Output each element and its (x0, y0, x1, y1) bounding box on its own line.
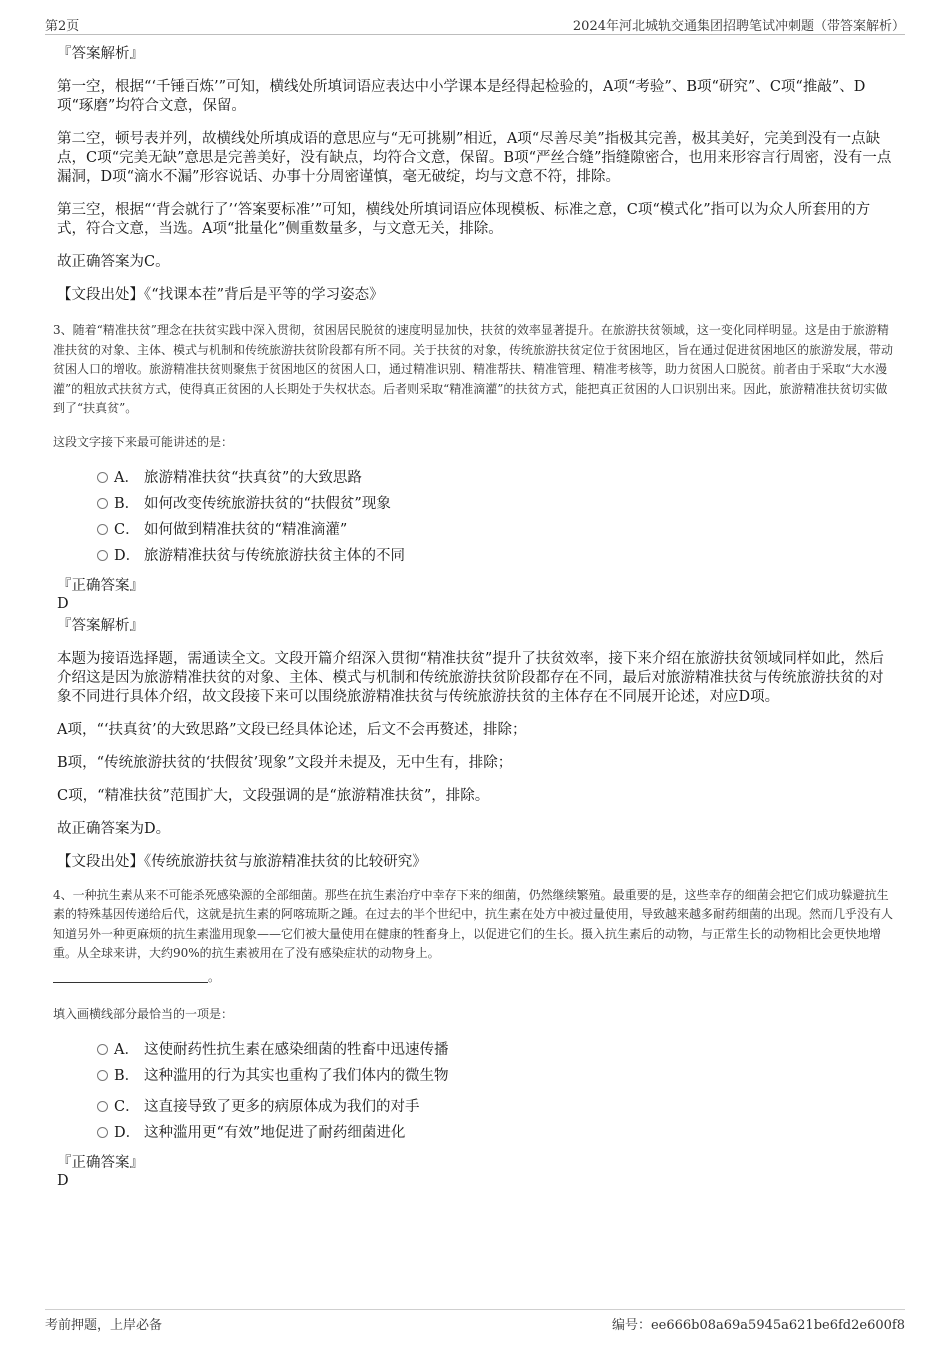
option-letter: A． (114, 469, 139, 486)
q2-analysis-paragraph: 第一空，根据“‘千锤百炼’”可知，横线处所填词语应表达中小学课本是经得起检验的，A项“考验”、B项“研究”、C项“推敲”、D项“琢磨”均符合文意，保留。 (57, 79, 866, 114)
fill-blank (53, 970, 208, 983)
radio-icon[interactable] (97, 1127, 108, 1138)
q3-stem: 3、随着“精准扶贫”理念在扶贫实践中深入贯彻，贫困居民脱贫的速度明显加快，扶贫的效率显著提升。在旅游扶贫领域，这一变化同样明显。这是由于旅游精准扶贫的对象、主体、模式与机制和传统旅游扶贫阶段都有所不同。关于扶贫的对象，传统旅游扶贫定位于贫困地区，旨在通过促进贫困地区的旅游发展，带动贫困人口的增收。旅游精准扶贫则聚焦于贫困地区的贫困人口，通过精准识别、精准帮扶、精准管理、精准考核等，助力贫困人口脱贫。前者由于采取“大水漫灌”的粗放式扶贫方式，使得真正贫困的人长期处于失权状态。后者则采取“精准滴灌”的扶贫方式，能把真正贫困的人口识别出来。因此，旅游精准扶贫切实做到了“扶真贫”。 (53, 323, 894, 415)
option-letter: C． (114, 521, 140, 538)
q3-analysis-paragraph: B项，“传统旅游扶贫的‘扶假贫’现象”文段并未提及，无中生有，排除； (57, 754, 513, 771)
q3-analysis-paragraph: A项，“‘扶真贫’的大致思路”文段已经具体论述，后文不会再赘述，排除； (57, 721, 527, 738)
blank-tail: 。 (208, 969, 221, 984)
q3-options (55, 466, 897, 570)
q4-options (55, 1038, 897, 1147)
q4-option-a[interactable] (97, 1038, 897, 1064)
q4-blank-line (53, 968, 897, 988)
q4-option-d[interactable] (97, 1121, 897, 1147)
q2-source: 【文段出处】《“找课本茬”背后是平等的学习姿态》 (57, 287, 384, 303)
option-text: 这种滥用更“有效”地促进了耐药细菌进化 (144, 1125, 406, 1141)
option-text: 旅游精准扶贫与传统旅游扶贫主体的不同 (144, 547, 405, 564)
q2-analysis-label: 『答案解析』 (57, 46, 144, 62)
footer-slogan: 考前押题，上岸必备 (45, 1318, 163, 1333)
q2-answer-summary: 故正确答案为C。 (57, 254, 170, 270)
q4-answer-label: 『正确答案』 (57, 1155, 144, 1171)
q4-prompt: 填入画横线部分最恰当的一项是： (53, 1007, 234, 1021)
radio-icon[interactable] (97, 1070, 108, 1081)
q3-analysis-label: 『答案解析』 (57, 617, 144, 634)
q3-answer-label: 『正确答案』 (57, 577, 144, 594)
q3-option-c[interactable] (97, 518, 897, 544)
option-letter: B． (114, 1068, 140, 1084)
option-letter: A． (114, 1042, 139, 1058)
option-text: 如何做到精准扶贫的“精准滴灌” (144, 521, 348, 538)
q4-option-c[interactable] (97, 1095, 897, 1121)
q2-analysis-paragraph: 第二空，顿号表并列，故横线处所填成语的意思应与“无可挑剔”相近，A项“尽善尽美”指极其完善，极其美好，完美到没有一点缺点，C项“完美无缺”意思是完善美好，没有缺点，均符合文意，保留。B项“严丝合缝”指缝隙密合，也用来形容言行周密，没有一点漏洞，D项“滴水不漏”形容说话、办事十分周密谨慎，毫无破绽，均与文意不符，排除。 (57, 131, 892, 185)
page-header (45, 12, 905, 35)
q3-analysis-paragraph: 本题为接语选择题，需通读全文。文段开篇介绍深入贯彻“精准扶贫”提升了扶贫效率，接下来介绍在旅游扶贫领域同样如此，然后介绍这是因为旅游精准扶贫的对象、主体、模式与机制和传统旅游扶贫阶段都存在不同，最后对旅游精准扶贫与传统旅游扶贫的对象不同进行具体介绍，故文段接下来可以围绕旅游精准扶贫与传统旅游扶贫的主体存在不同展开论述，对应D项。 (57, 650, 884, 705)
q4-answer-value: D (57, 1173, 69, 1189)
q3-source: 【文段出处】《传统旅游扶贫与旅游精准扶贫的比较研究》 (57, 853, 427, 870)
q3-prompt: 这段文字接下来最可能讲述的是： (53, 434, 234, 449)
option-letter: D． (114, 547, 141, 564)
radio-icon[interactable] (97, 472, 108, 483)
q3-answer-value: D (57, 595, 69, 612)
page-number: 第2页 (45, 19, 80, 34)
option-text: 这种滥用的行为其实也重构了我们体内的微生物 (144, 1068, 449, 1084)
page-content (55, 44, 897, 1193)
page-footer (45, 1309, 905, 1336)
q3-answer-summary: 故正确答案为D。 (57, 820, 171, 837)
radio-icon[interactable] (97, 498, 108, 509)
option-letter: C． (114, 1099, 140, 1115)
q4-stem: 4、一种抗生素从来不可能杀死感染源的全部细菌。那些在抗生素治疗中幸存下来的细菌，仍然继续繁殖。最重要的是，这些幸存的细菌会把它们成功躲避抗生素的特殊基因传递给后代，这就是抗生素的阿喀琉斯之踵。在过去的半个世纪中，抗生素在处方中被过量使用，导致越来越多耐药细菌的出现。然而几乎没有人知道另外一种更麻烦的抗生素滥用现象——它们被大量使用在健康的牲畜身上，以促进它们的生长。摄入抗生素后的动物，与正常生长的动物相比会更快地增重。从全球来讲，大约90%的抗生素被用在了没有感染症状的动物身上。 (53, 887, 894, 960)
document-title: 2024年河北城轨交通集团招聘笔试冲刺题（带答案解析） (572, 19, 905, 34)
radio-icon[interactable] (97, 524, 108, 535)
option-letter: D． (114, 1125, 141, 1141)
radio-icon[interactable] (97, 1044, 108, 1055)
option-text: 旅游精准扶贫“扶真贫”的大致思路 (144, 469, 362, 486)
q2-analysis-paragraph: 第三空，根据“‘背会就行了’‘答案要标准’”可知，横线处所填词语应体现模板、标准之意，C项“模式化”指可以为众人所套用的方式，符合文意，当选。A项“批量化”侧重数量多，与文意无关，排除。 (57, 202, 871, 237)
option-text: 如何改变传统旅游扶贫的“扶假贫”现象 (144, 495, 391, 512)
option-letter: B． (114, 495, 140, 512)
document-id: 编号：ee666b08a69a5945a621be6fd2e600f8 (611, 1318, 905, 1333)
radio-icon[interactable] (97, 550, 108, 561)
radio-icon[interactable] (97, 1101, 108, 1112)
q3-option-b[interactable] (97, 492, 897, 518)
option-text: 这使耐药性抗生素在感染细菌的牲畜中迅速传播 (144, 1042, 449, 1058)
q4-option-b[interactable] (97, 1064, 897, 1090)
q3-option-d[interactable] (97, 544, 897, 570)
option-text: 这直接导致了更多的病原体成为我们的对手 (144, 1099, 420, 1115)
q3-option-a[interactable] (97, 466, 897, 492)
q3-analysis-paragraph: C项，“精准扶贫”范围扩大，文段强调的是“旅游精准扶贫”，排除。 (57, 787, 490, 804)
